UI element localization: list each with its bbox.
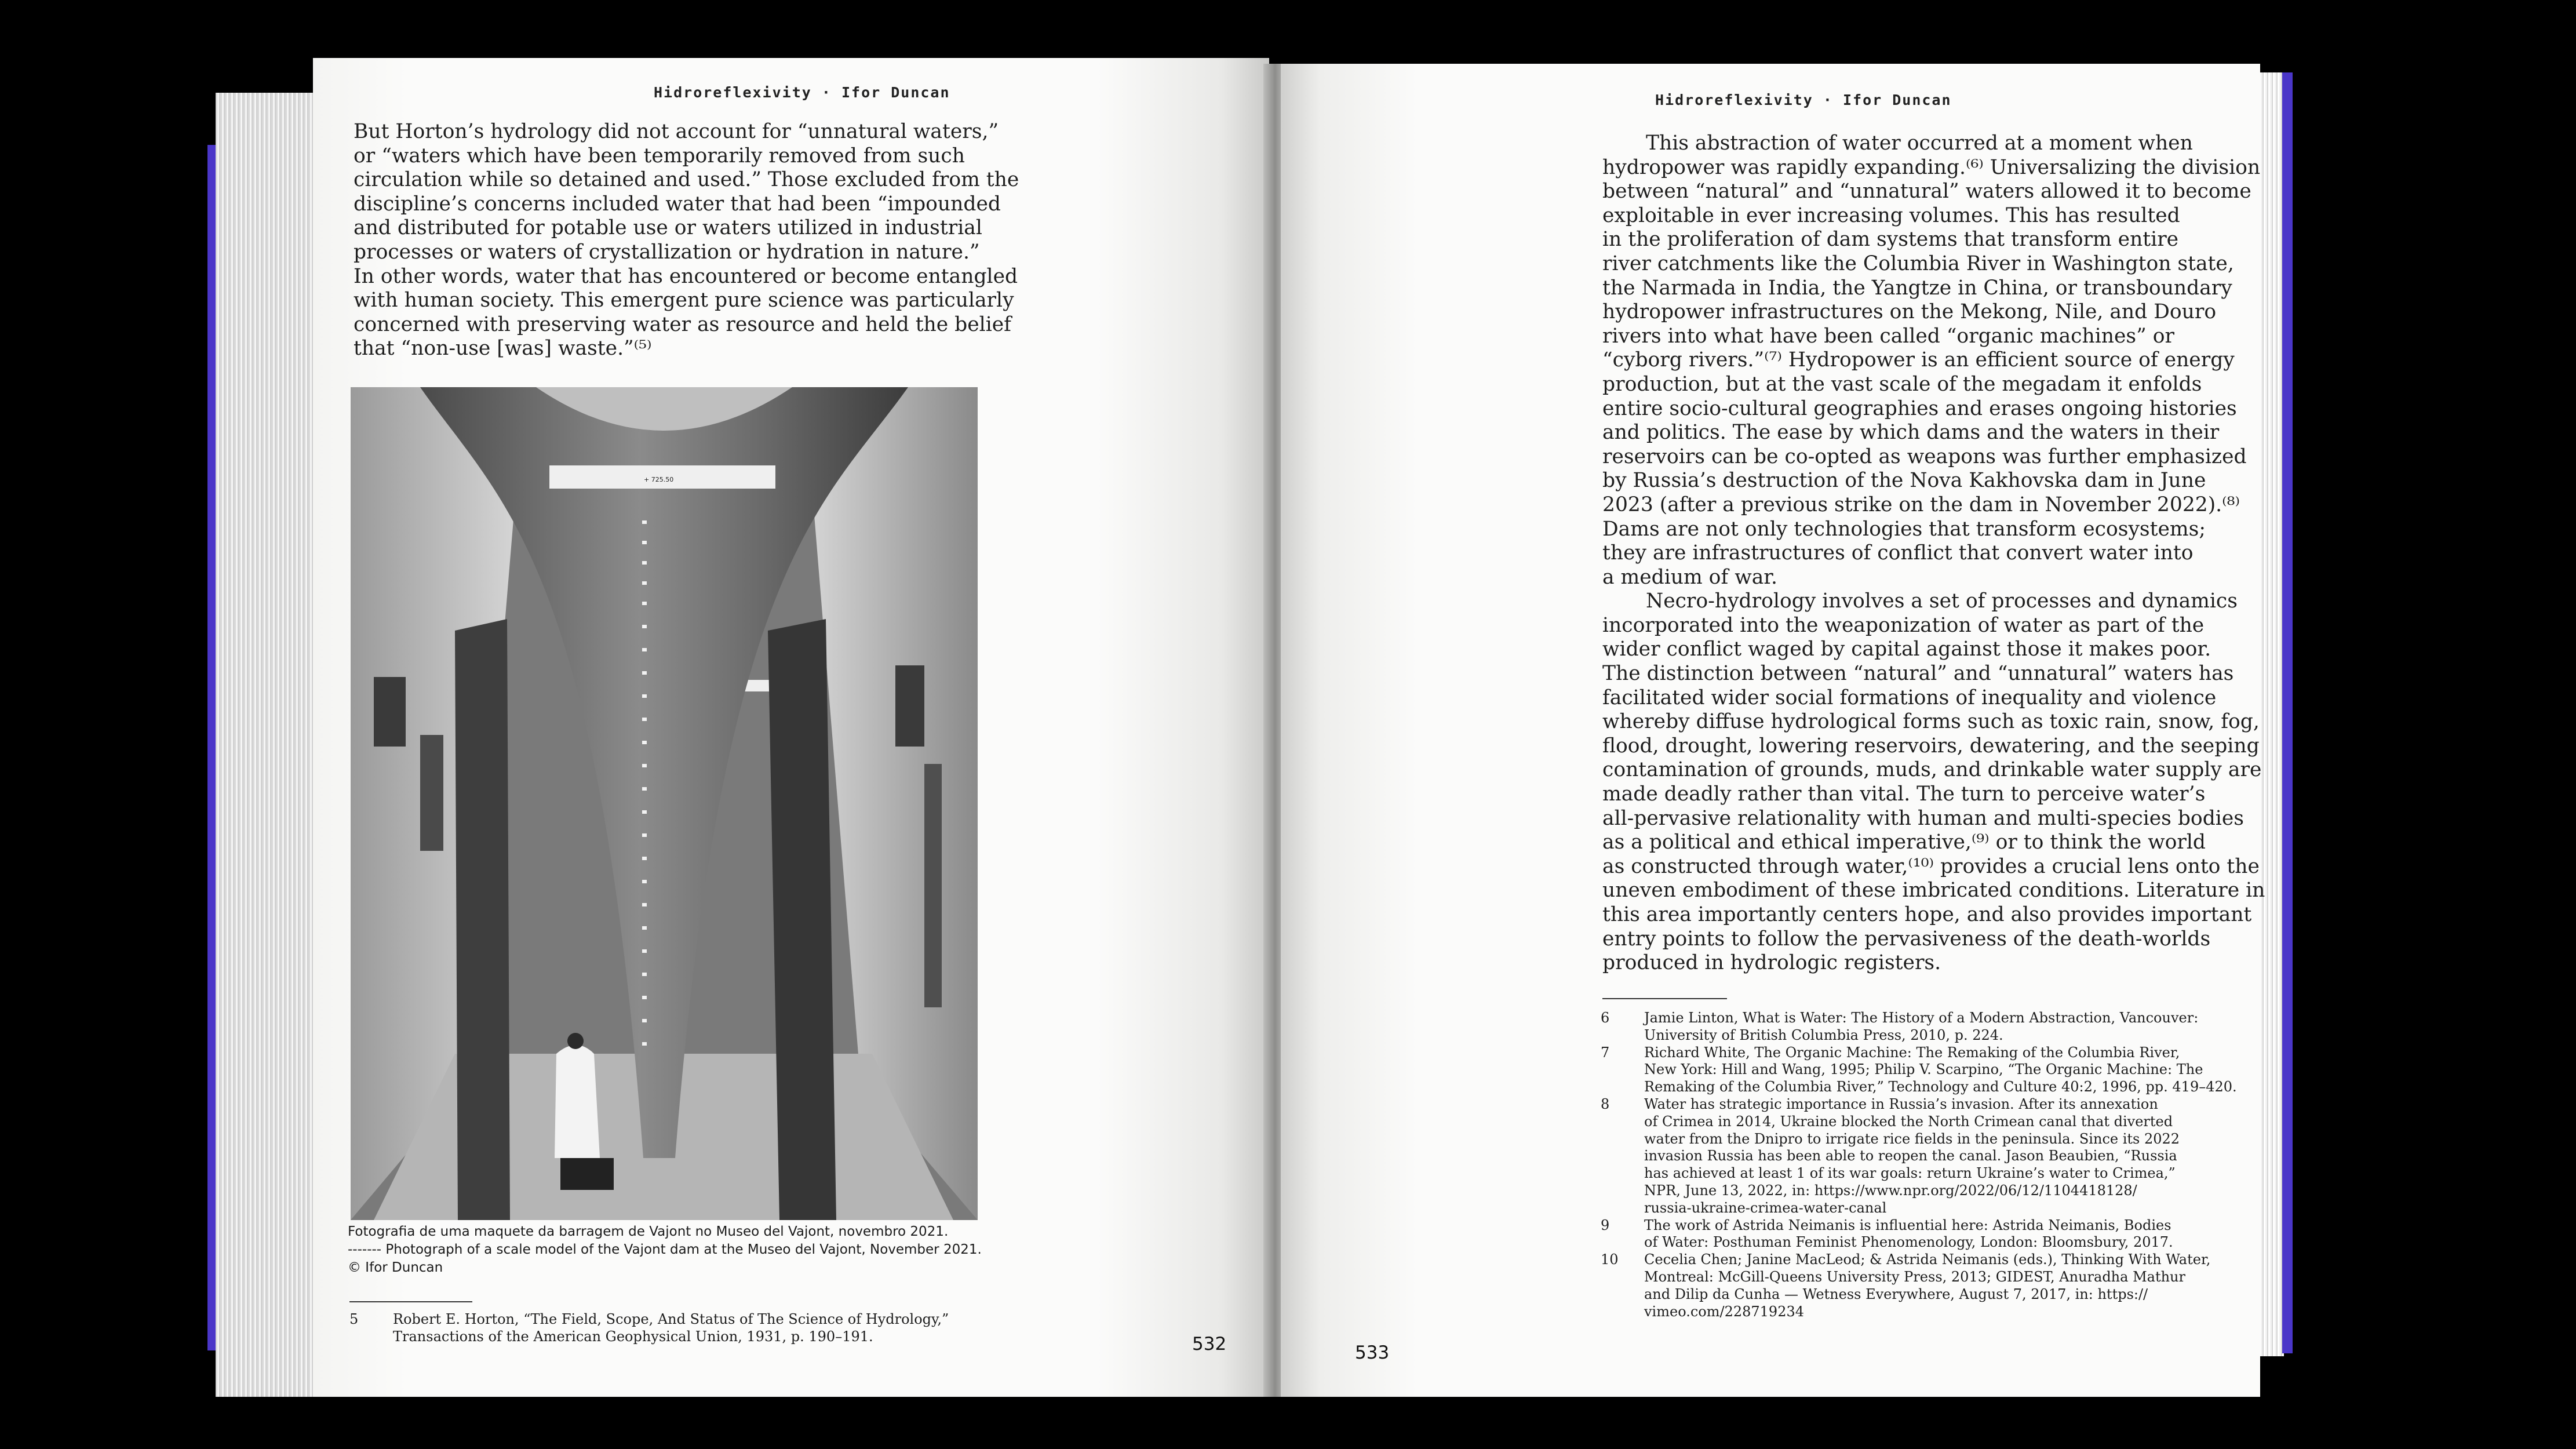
running-head-left: Hidroreflexivity · Ifor Duncan bbox=[654, 84, 950, 101]
running-head-right: Hidroreflexivity · Ifor Duncan bbox=[1655, 92, 1952, 108]
body-text-line: discipline’s concerns included water that had been “impounded bbox=[354, 192, 1001, 216]
body-text-line: and politics. The ease by which dams and the waters in their bbox=[1602, 421, 2220, 445]
footnote-number: 6 bbox=[1601, 1010, 1610, 1026]
caption-line-credit: © Ifor Duncan bbox=[348, 1260, 443, 1275]
body-text-line: or “waters which have been temporarily removed from such bbox=[354, 144, 965, 168]
footnote-number: 7 bbox=[1601, 1044, 1610, 1061]
body-text-line: the Narmada in India, the Yangtze in China, or transboundary bbox=[1602, 276, 2232, 300]
page-number-left: 532 bbox=[1192, 1334, 1227, 1355]
footnote-line: Transactions of the American Geophysical Union, 1931, p. 190–191. bbox=[393, 1328, 873, 1345]
footnote bbox=[1601, 1251, 2237, 1320]
footnote bbox=[349, 1311, 949, 1346]
footnote-line: of Water: Posthuman Feminist Phenomenology, London: Bloomsbury, 2017. bbox=[1644, 1234, 2173, 1251]
footnote-line: of Crimea in 2014, Ukraine blocked the North Crimean canal that diverted bbox=[1644, 1113, 2173, 1130]
body-text-line: Necro-hydrology involves a set of processes and dynamics bbox=[1646, 589, 2238, 613]
body-text-line: produced in hydrologic registers. bbox=[1602, 951, 1941, 975]
footnote-line: has achieved at least 1 of its war goals: return Ukraine’s water to Crimea,” bbox=[1644, 1165, 2176, 1182]
body-text-line: facilitated wider social formations of inequality and violence bbox=[1602, 686, 2217, 709]
body-text-line: processes or waters of crystallization or hydration in nature.” bbox=[354, 240, 980, 264]
body-text-line: hydropower was rapidly expanding.⁽⁶⁾ Universalizing the division bbox=[1602, 155, 2261, 179]
dam-model-photo bbox=[351, 387, 978, 1220]
page-number-right: 533 bbox=[1355, 1342, 1390, 1363]
footnote-line: NPR, June 13, 2022, in: https://www.npr.org/2022/06/12/1104418128/ bbox=[1644, 1182, 2137, 1199]
body-text-line: whereby diffuse hydrological forms such as toxic rain, snow, fog, bbox=[1602, 710, 2260, 734]
footnote-line: Cecelia Chen; Janine MacLeod; & Astrida Neimanis (eds.), Thinking With Water, bbox=[1644, 1251, 2211, 1268]
body-text-line: they are infrastructures of conflict that convert water into bbox=[1602, 541, 2194, 565]
footnote-line: Robert E. Horton, “The Field, Scope, And Status of The Science of Hydrology,” bbox=[393, 1311, 949, 1327]
elevation-marker: + 725.50 bbox=[644, 476, 674, 483]
footnote-rule-right bbox=[1602, 998, 1727, 999]
photo-caption bbox=[348, 1223, 982, 1277]
footnote-number: 10 bbox=[1601, 1251, 1619, 1268]
footnote-number: 8 bbox=[1601, 1095, 1610, 1112]
body-text-line: by Russia’s destruction of the Nova Kakhovska dam in June bbox=[1602, 469, 2206, 493]
body-text-line: This abstraction of water occurred at a moment when bbox=[1646, 132, 2193, 155]
body-text-line: incorporated into the weaponization of water as part of the bbox=[1602, 613, 2205, 637]
body-text-line: exploitable in ever increasing volumes. This has resulted bbox=[1602, 203, 2180, 227]
body-text-line: In other words, water that has encountered or become entangled bbox=[354, 264, 1018, 288]
footnote-line: University of British Columbia Press, 2010, p. 224. bbox=[1644, 1026, 2003, 1043]
body-text-line: and distributed for potable use or waters utilized in industrial bbox=[354, 216, 982, 240]
footnote-line: russia-ukraine-crimea-water-canal bbox=[1644, 1199, 1887, 1216]
body-text-line: that “non-use [was] waste.”⁽⁵⁾ bbox=[354, 337, 652, 361]
body-text-line: wider conflict waged by capital against those it makes poor. bbox=[1602, 638, 2211, 661]
body-text-line: rivers into what have been called “organic machines” or bbox=[1602, 324, 2174, 348]
body-text-line: as constructed through water,⁽¹⁰⁾ provides a crucial lens onto the bbox=[1602, 854, 2260, 878]
left-body-text bbox=[354, 120, 1019, 361]
body-text-line: But Horton’s hydrology did not account for “unnatural waters,” bbox=[354, 120, 999, 143]
body-text-line: The distinction between “natural” and “unnatural” waters has bbox=[1602, 662, 2234, 686]
footnote-line: invasion Russia has been able to reopen the canal. Jason Beaubien, “Russia bbox=[1644, 1148, 2177, 1164]
body-text-line: flood, drought, lowering reservoirs, dewatering, and the seeping bbox=[1602, 734, 2260, 758]
body-text-line: contamination of grounds, muds, and drinkable water supply are bbox=[1602, 758, 2262, 782]
body-text-line: in the proliferation of dam systems that transform entire bbox=[1602, 228, 2179, 252]
footnote-line: Water has strategic importance in Russia’s invasion. After its annexation bbox=[1644, 1095, 2158, 1112]
body-text-line: “cyborg rivers.”⁽⁷⁾ Hydropower is an efficient source of energy bbox=[1602, 348, 2235, 372]
body-text-line: circulation while so detained and used.” Those excluded from the bbox=[354, 168, 1019, 192]
body-text-line: entry points to follow the pervasiveness of the death-worlds bbox=[1602, 927, 2211, 951]
footnote bbox=[1601, 1044, 2237, 1096]
left-footnotes bbox=[349, 1311, 949, 1346]
body-text-line: production, but at the vast scale of the megadam it enfolds bbox=[1602, 372, 2202, 396]
body-text-line: uneven embodiment of these imbricated conditions. Literature in bbox=[1602, 879, 2265, 902]
body-text-line: reservoirs can be co-opted as weapons was further emphasized bbox=[1602, 445, 2247, 468]
body-text-line: all-pervasive relationality with human and multi-species bodies bbox=[1602, 806, 2244, 830]
body-text-line: with human society. This emergent pure science was particularly bbox=[354, 289, 1014, 312]
page-stack-left bbox=[216, 93, 314, 1397]
right-body-text bbox=[1602, 132, 2265, 975]
footnote-number: 9 bbox=[1601, 1217, 1610, 1233]
footnote bbox=[1601, 1010, 2237, 1044]
footnote-line: water from the Dnipro to irrigate rice fields in the peninsula. Since its 2022 bbox=[1644, 1130, 2180, 1147]
body-text-line: 2023 (after a previous strike on the dam in November 2022).⁽⁸⁾ bbox=[1602, 493, 2240, 516]
footnote-rule-left bbox=[349, 1301, 472, 1302]
right-footnotes bbox=[1601, 1010, 2237, 1320]
footnote-line: Montreal: McGill-Queens University Press, 2013; GIDEST, Anuradha Mathur bbox=[1644, 1268, 2185, 1285]
body-text-line: hydropower infrastructures on the Mekong, Nile, and Douro bbox=[1602, 300, 2217, 324]
footnote-line: Remaking of the Columbia River,” Technology and Culture 40:2, 1996, pp. 419–420. bbox=[1644, 1079, 2237, 1095]
caption-line-english: ------- Photograph of a scale model of the Vajont dam at the Museo del Vajont, November 2021. bbox=[348, 1242, 982, 1257]
footnote-line: New York: Hill and Wang, 1995; Philip V. Scarpino, “The Organic Machine: The bbox=[1644, 1061, 2203, 1078]
footnote-line: vimeo.com/228719234 bbox=[1644, 1303, 1805, 1320]
footnote-number: 5 bbox=[349, 1311, 359, 1327]
book-edge-right bbox=[2282, 72, 2293, 1353]
footnote bbox=[1601, 1217, 2237, 1252]
caption-line-portuguese: Fotografia de uma maquete da barragem de Vajont no Museo del Vajont, novembro 2021. bbox=[348, 1224, 949, 1239]
footnote-line: and Dilip da Cunha — Wetness Everywhere, August 7, 2017, in: https:// bbox=[1644, 1286, 2148, 1302]
body-text-line: this area importantly centers hope, and also provides important bbox=[1602, 903, 2252, 926]
body-text-line: concerned with preserving water as resource and held the belief bbox=[354, 312, 1011, 336]
footnote-line: The work of Astrida Neimanis is influential here: Astrida Neimanis, Bodies bbox=[1644, 1217, 2171, 1233]
footnote-line: Richard White, The Organic Machine: The Remaking of the Columbia River, bbox=[1644, 1044, 2180, 1061]
footnote-line: Jamie Linton, What is Water: The History of a Modern Abstraction, Vancouver: bbox=[1644, 1010, 2199, 1026]
body-text-line: Dams are not only technologies that transform ecosystems; bbox=[1602, 517, 2206, 541]
body-text-line: river catchments like the Columbia River in Washington state, bbox=[1602, 252, 2234, 275]
body-text-line: as a political and ethical imperative,⁽⁹⁾ or to think the world bbox=[1602, 831, 2206, 854]
footnote bbox=[1601, 1096, 2237, 1217]
body-text-line: between “natural” and “unnatural” waters allowed it to become bbox=[1602, 180, 2251, 203]
body-text-line: made deadly rather than vital. The turn to perceive water’s bbox=[1602, 782, 2206, 806]
body-text-line: entire socio-cultural geographies and erases ongoing histories bbox=[1602, 396, 2237, 420]
body-text-line: a medium of war. bbox=[1602, 565, 1777, 589]
